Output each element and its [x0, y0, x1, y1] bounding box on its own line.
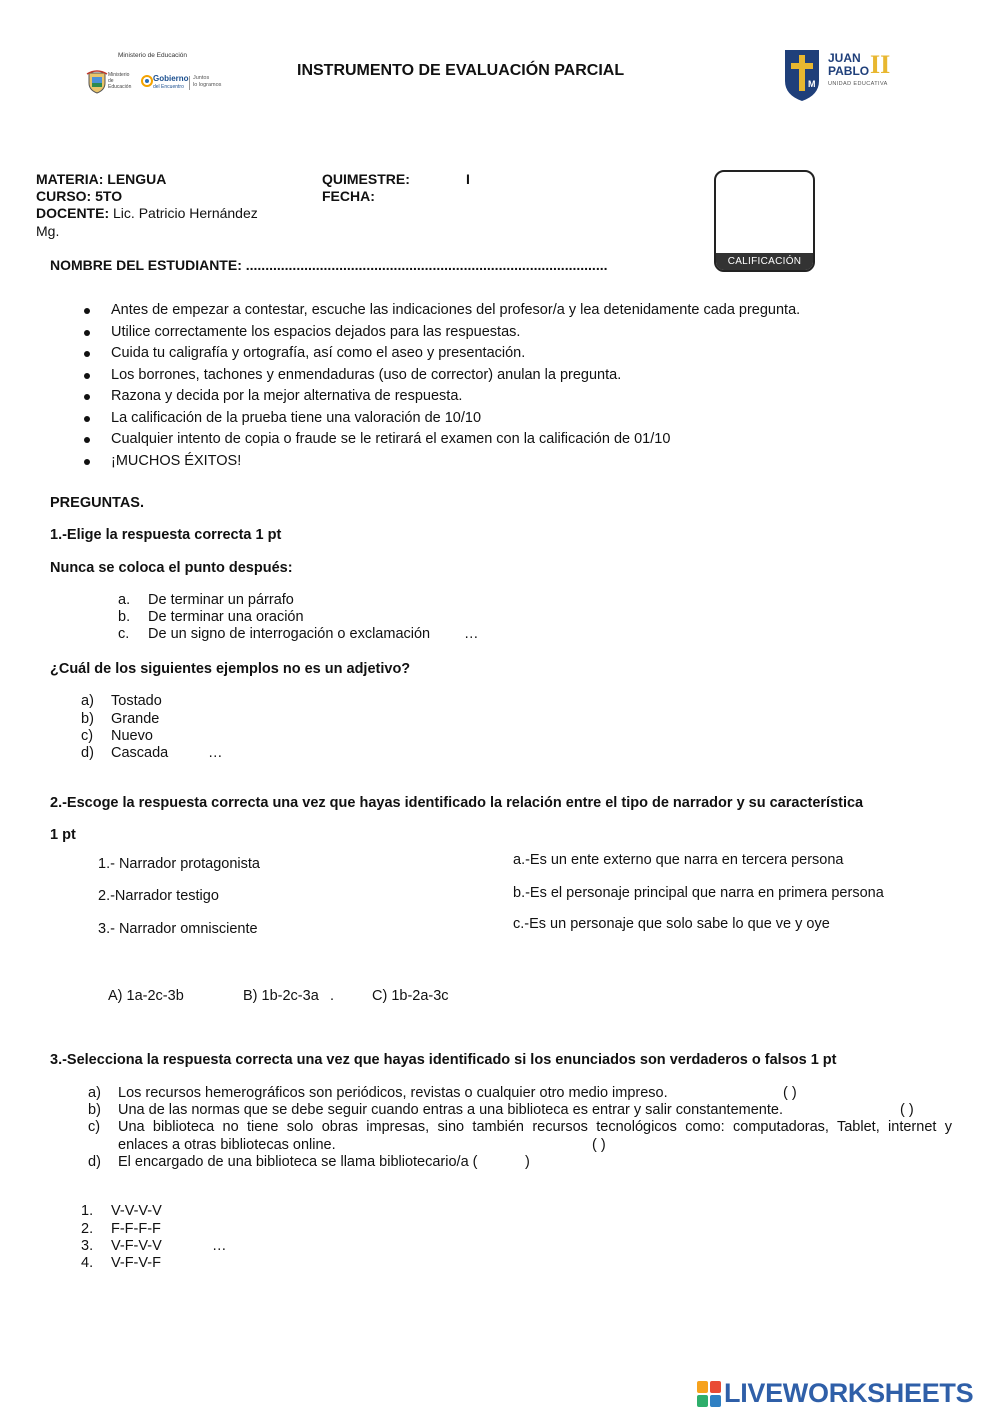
q1-sub1-option-a: a. De terminar un párrafo [118, 592, 294, 608]
student-name-field[interactable]: NOMBRE DEL ESTUDIANTE: ............................................................................................. [50, 257, 608, 273]
q1-sub2: ¿Cuál de los siguientes ejemplos no es un adjetivo? [50, 661, 411, 677]
q2-left-item-1: 1.- Narrador protagonista [98, 856, 260, 872]
instruction-item: Cuida tu caligrafía y ortografía, así como el aseo y presentación. [82, 345, 882, 367]
q3-statement-a-blank[interactable]: ( ) [783, 1085, 797, 1101]
page-title: INSTRUMENTO DE EVALUACIÓN PARCIAL [297, 62, 625, 79]
q1-sub2-answer-blank[interactable]: … [208, 745, 223, 761]
q2-answer-a[interactable]: A) 1a-2c-3b [108, 988, 184, 1004]
q2-right-item-a: a.-Es un ente externo que narra en tercera persona [513, 852, 844, 868]
instructions-list [82, 302, 882, 474]
instruction-item: Cualquier intento de copia o fraude se le retirará el examen con la calificación de 01/10 [82, 431, 882, 453]
docente-value: Lic. Patricio Hernández [109, 205, 258, 221]
q2-left-item-2: 2.-Narrador testigo [98, 888, 219, 904]
instruction-item: Los borrones, tachones y enmendaduras (uso de corrector) anulan la pregunta. [82, 367, 882, 389]
docente-line [36, 205, 258, 221]
instruction-item: ¡MUCHOS ÉXITOS! [82, 453, 882, 475]
q2-points: 1 pt [50, 827, 76, 843]
q1-sub1: Nunca se coloca el punto después: [50, 560, 293, 576]
q3-statement-c-text: Una biblioteca no tiene solo obras impresas, sino también recursos tecnológicos como: computadoras, Tablet, internet y [118, 1119, 952, 1135]
svg-text:M: M [808, 79, 816, 89]
shield-icon [782, 47, 822, 103]
instruction-item: Utilice correctamente los espacios dejados para las respuestas. [82, 324, 882, 346]
quimestre-label: QUIMESTRE: [322, 171, 410, 187]
q2-answer-c[interactable]: C) 1b-2a-3c [372, 988, 449, 1004]
docente-value-2: Mg. [36, 223, 60, 239]
q1-sub2-option-b: b) Grande [81, 711, 160, 727]
q3-heading: 3.-Selecciona la respuesta correcta una vez que hayas identificado si los enunciados son verdaderos o falsos 1 pt [50, 1052, 837, 1068]
q1-sub1-answer-blank[interactable]: … [464, 626, 479, 642]
q1-sub2-option-d: d) Cascada [81, 745, 169, 761]
instruction-item: Razona y decida por la mejor alternativa de respuesta. [82, 388, 882, 410]
ministry-label: Ministerio de Educación [118, 52, 188, 59]
q3-statement-d-blank[interactable]: ) [525, 1154, 530, 1170]
bullet-icon [84, 394, 90, 400]
gov-slogan-1: Juntos [193, 75, 210, 81]
q1-sub1-option-b: b. De terminar una oración [118, 609, 304, 625]
q1-heading: 1.-Elige la respuesta correcta 1 pt [50, 527, 282, 543]
bullet-icon [84, 459, 90, 465]
q3-statement-b-blank[interactable]: ( ) [900, 1102, 914, 1118]
q2-heading: 2.-Escoge la respuesta correcta una vez que hayas identificado la relación entre el tipo de narrador y su característica [50, 795, 864, 811]
q3-answer-blank[interactable]: … [212, 1238, 227, 1254]
fecha-label: FECHA: [322, 188, 375, 204]
coat-of-arms-icon [86, 70, 108, 94]
preguntas-heading: PREGUNTAS. [50, 495, 144, 511]
materia-label: MATERIA: LENGUA [36, 171, 167, 187]
liveworksheets-text: LIVEWORKSHEETS [724, 1378, 974, 1408]
gov-logo-divider [189, 76, 190, 90]
q2-left-item-3: 3.- Narrador omnisciente [98, 921, 258, 937]
q2-right-item-c: c.-Es un personaje que solo sabe lo que ve y oye [513, 916, 830, 932]
grade-label: CALIFICACIÓN [716, 253, 813, 270]
q1-sub1-option-c: c. De un signo de interrogación o exclamación [118, 626, 431, 642]
instruction-item: Antes de empezar a contestar, escuche las indicaciones del profesor/a y lea detenidamente cada pregunta. [82, 302, 882, 324]
ministry-logo [86, 52, 236, 100]
bullet-icon [84, 373, 90, 379]
gov-logo-text: Gobierno [153, 74, 189, 83]
quimestre-value: I [466, 171, 470, 187]
gov-slogan-2: lo logramos [193, 82, 222, 88]
q2-answer-b[interactable]: B) 1b-2c-3a [243, 988, 319, 1004]
school-logo-numeral: II [870, 50, 891, 79]
school-logo [782, 47, 902, 103]
school-logo-line1: JUAN [828, 51, 861, 65]
q2-right-item-b: b.-Es el personaje principal que narra en primera persona [513, 885, 884, 901]
gov-slogan [193, 75, 221, 89]
q3-statement-c-text2: enlaces a otras bibliotecas online. [118, 1137, 336, 1153]
q3-statement-c-blank[interactable]: ( ) [592, 1137, 606, 1153]
bullet-icon [84, 351, 90, 357]
q3-statement-c: c) [88, 1119, 101, 1135]
q3-statement-d: d) El encargado de una biblioteca se llama bibliotecario/a ( [88, 1154, 478, 1170]
liveworksheets-icon [697, 1381, 721, 1407]
bullet-icon [84, 308, 90, 314]
instruction-item: La calificación de la prueba tiene una valoración de 10/10 [82, 410, 882, 432]
q3-option-3: 3. V-F-V-V [81, 1238, 162, 1254]
bullet-icon [84, 330, 90, 336]
q1-sub2-option-a: a) Tostado [81, 693, 162, 709]
q1-sub2-option-c: c) Nuevo [81, 728, 153, 744]
q3-option-4: 4. V-F-V-F [81, 1255, 161, 1271]
q2-answer-dot: . [330, 988, 335, 1004]
q3-statement-b: b) Una de las normas que se debe seguir cuando entras a una biblioteca es entrar y salir constantemente. [88, 1102, 783, 1118]
school-logo-line2: PABLO [828, 64, 870, 78]
bullet-icon [84, 437, 90, 443]
grade-box[interactable] [714, 170, 815, 272]
school-logo-sub: UNIDAD EDUCATIVA [828, 81, 888, 87]
gov-logo-sub: del Encuentro [153, 84, 184, 90]
curso-label: CURSO: 5TO [36, 188, 123, 204]
ministry-small-text: Ministerio de Educación [108, 72, 132, 90]
docente-label: DOCENTE: [36, 205, 110, 221]
gov-logo-icon [141, 74, 153, 88]
q3-option-2: 2. F-F-F-F [81, 1221, 161, 1237]
q3-statement-a: a) Los recursos hemerográficos son periódicos, revistas o cualquier otro medio impreso. [88, 1085, 668, 1101]
q3-option-1: 1. V-V-V-V [81, 1203, 162, 1219]
bullet-icon [84, 416, 90, 422]
